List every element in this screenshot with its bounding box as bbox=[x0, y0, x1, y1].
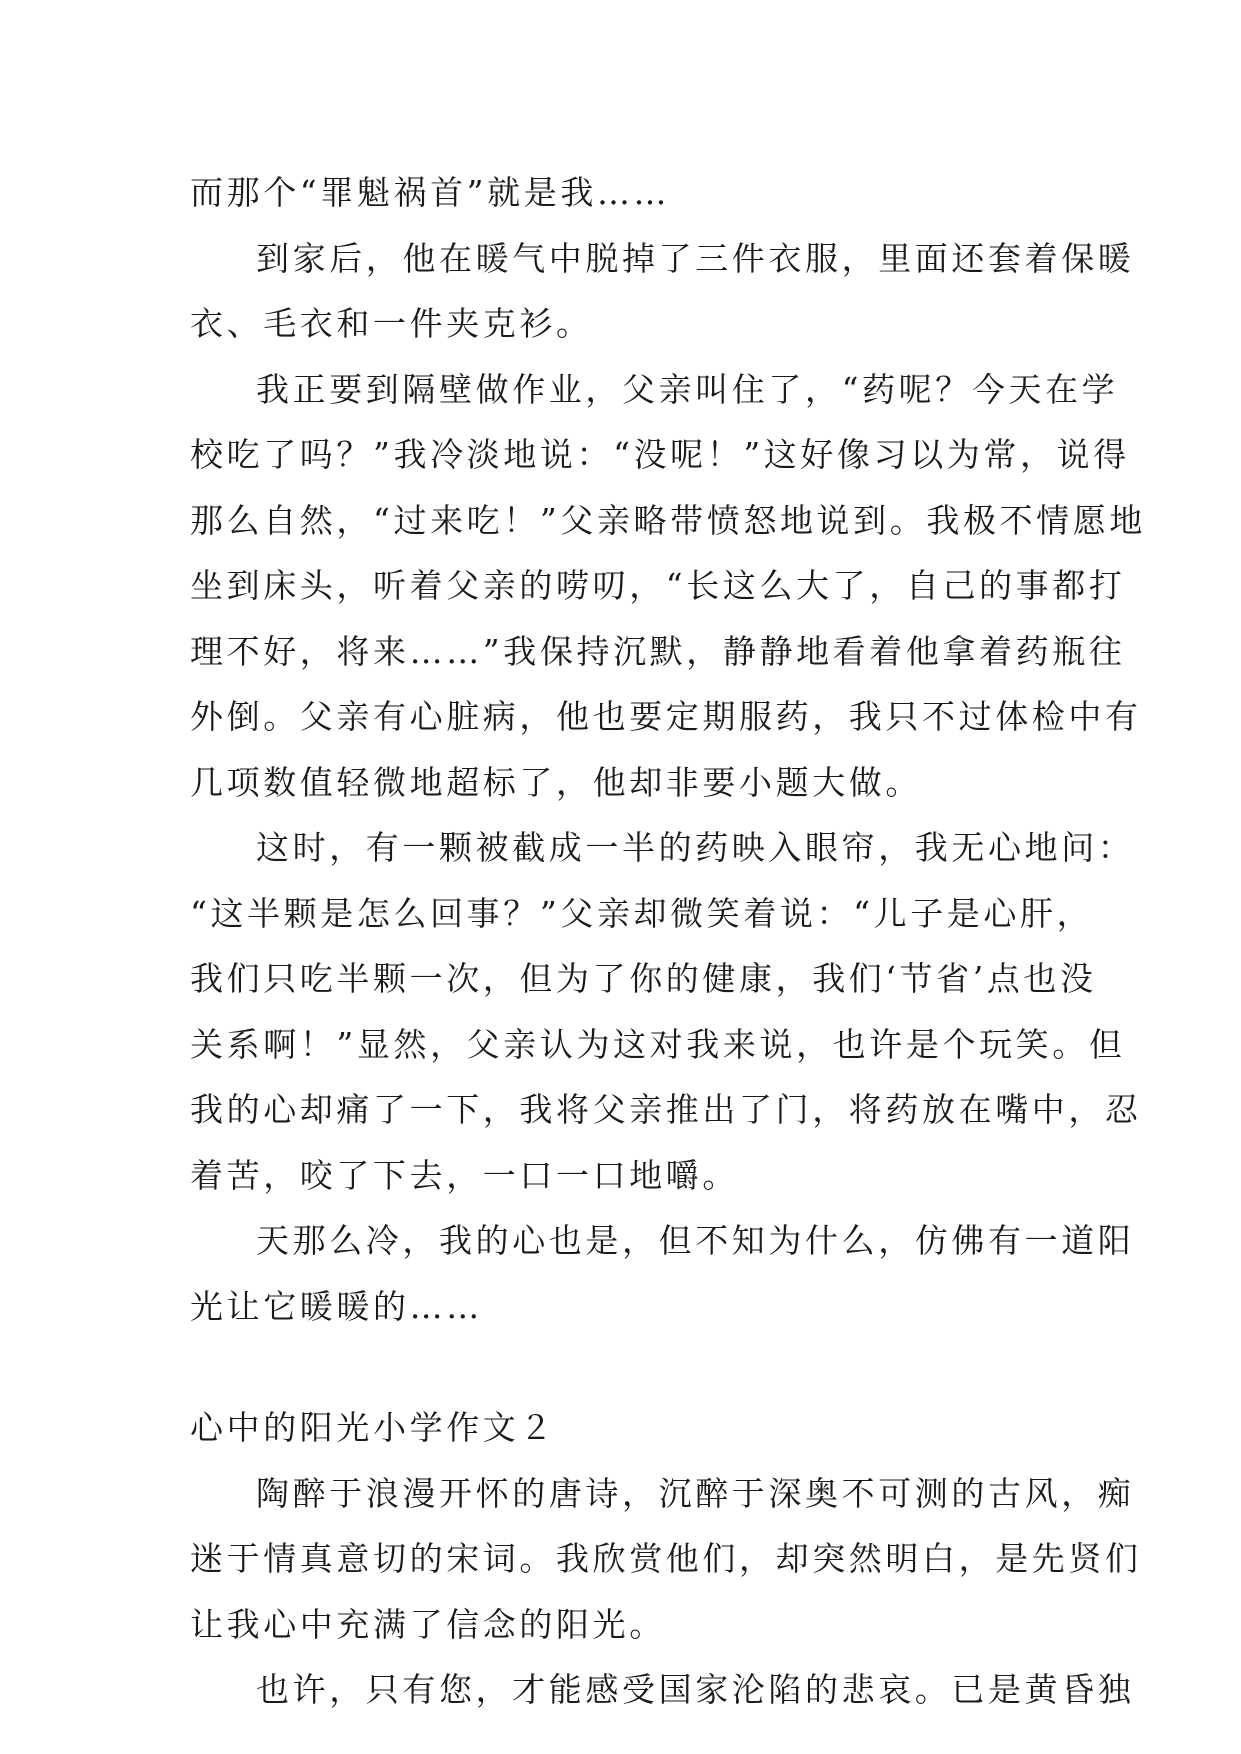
paragraph-line: 衣、毛衣和一件夹克衫。 bbox=[190, 304, 593, 343]
paragraph-line: 我的心却痛了一下，我将父亲推出了门，将药放在嘴中，忍 bbox=[190, 1090, 1142, 1129]
paragraph-line: 校吃了吗？”我冷淡地说：“没呢！”这好像习以为常，说得 bbox=[190, 435, 1130, 474]
document-page bbox=[190, 160, 1146, 1723]
paragraph-line: 光让它暖暖的…… bbox=[190, 1286, 483, 1326]
paragraph-line: 坐到床头，听着父亲的唠叨，“长这么大了，自己的事都打 bbox=[190, 566, 1126, 605]
paragraph-line: 我们只吃半颗一次，但为了你的健康，我们‘节省’点也没 bbox=[190, 959, 1097, 998]
paragraph-line: 这时，有一颗被截成一半的药映入眼帘，我无心地问： bbox=[256, 828, 1135, 867]
paragraph-line: 我正要到隔壁做作业，父亲叫住了，“药呢？今天在学 bbox=[256, 369, 1119, 409]
paragraph-line: 迷于情真意切的宋词。我欣赏他们，却突然明白，是先贤们 bbox=[190, 1539, 1142, 1578]
paragraph-line: 那么自然，“过来吃！”父亲略带愤怒地说到。我极不情愿地 bbox=[190, 500, 1146, 540]
paragraph-line: 也许，只有您，才能感受国家沦陷的悲哀。已是黄昏独 bbox=[256, 1670, 1135, 1709]
paragraph-line: 着苦，咬了下去，一口一口地嚼。 bbox=[190, 1155, 739, 1195]
section-gap bbox=[190, 1339, 1050, 1395]
paragraph-line: 陶醉于浪漫开怀的唐诗，沉醉于深奥不可测的古风，痴 bbox=[256, 1473, 1135, 1513]
paragraph-line: 天那么冷，我的心也是，但不知为什么，仿佛有一道阳 bbox=[256, 1221, 1135, 1260]
paragraph-line: 外倒。父亲有心脏病，他也要定期服药，我只不过体检中有 bbox=[190, 697, 1142, 736]
paragraph-line: 理不好，将来……”我保持沉默，静静地看着他拿着药瓶往 bbox=[190, 631, 1126, 671]
paragraph-line: 关系啊！”显然，父亲认为这对我来说，也许是个玩笑。但 bbox=[190, 1024, 1126, 1064]
section-title: 心中的阳光小学作文２ bbox=[190, 1408, 556, 1447]
paragraph-line: “这半颗是怎么回事？”父亲却微笑着说：“儿子是心肝， bbox=[190, 893, 1094, 933]
paragraph-line: 到家后，他在暖气中脱掉了三件衣服，里面还套着保暖 bbox=[256, 238, 1135, 278]
paragraph-line: 几项数值轻微地超标了，他却非要小题大做。 bbox=[190, 762, 922, 802]
paragraph-line: 让我心中充满了信念的阳光。 bbox=[190, 1604, 666, 1644]
paragraph-line: 而那个“罪魁祸首”就是我…… bbox=[190, 173, 671, 212]
